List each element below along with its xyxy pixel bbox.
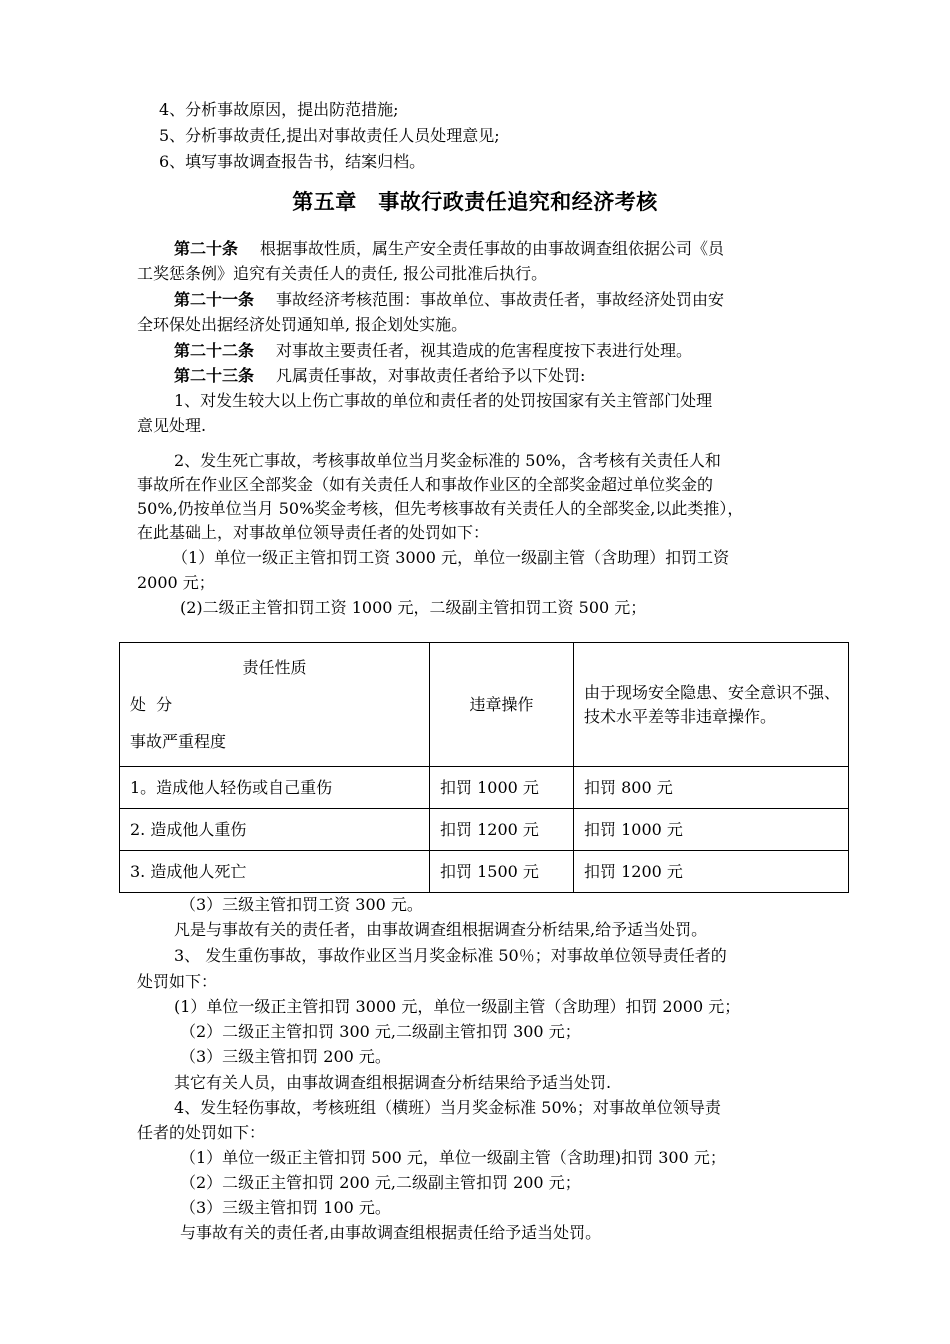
article-21-line1 xyxy=(174,288,724,312)
paragraph-2-line3: 50%,仍按单位当月 50%奖金考核，但先考核事故有关责任人的全部奖金,以此类推）， xyxy=(137,499,744,518)
article-text: 根据事故性质，属生产安全责任事故的由事故调查组依据公司《员 xyxy=(260,239,725,258)
article-text: 对事故主要责任者，视其造成的危害程度按下表进行处理。 xyxy=(276,341,693,360)
header-diagonal-cell xyxy=(120,643,430,767)
row-violation-penalty: 扣罚 1200 元 xyxy=(430,809,574,851)
row-label: 3. 造成他人死亡 xyxy=(120,851,430,893)
article-label: 第二十一条 xyxy=(174,290,255,309)
header-punish: 处 分 xyxy=(130,694,173,714)
text-line: 凡是与事故有关的责任者，由事故调查组根据调查分析结果,给予适当处罚。 xyxy=(174,920,708,939)
article-22-line1 xyxy=(174,339,692,363)
text-line: 与事故有关的责任者,由事故调查组根据责任给予适当处罚。 xyxy=(180,1223,602,1242)
header-violation: 违章操作 xyxy=(430,643,574,767)
text-line: 处罚如下： xyxy=(137,972,218,991)
text-line: （2）二级正主管扣罚 200 元,二级副主管扣罚 200 元； xyxy=(180,1173,581,1192)
article-text: 事故经济考核范围：事故单位、事故责任者，事故经济处罚由安 xyxy=(276,290,725,309)
header-nature: 责任性质 xyxy=(242,657,307,677)
row-label: 1。造成他人轻伤或自己重伤 xyxy=(120,767,430,809)
article-label: 第二十二条 xyxy=(174,341,255,360)
header-severity: 事故严重程度 xyxy=(130,731,227,751)
paragraph-2-line4: 在此基础上，对事故单位领导责任者的处罚如下： xyxy=(137,523,490,542)
text-line: （2）二级正主管扣罚 300 元,二级副主管扣罚 300 元； xyxy=(180,1022,581,1041)
chapter-title: 第五章 事故行政责任追究和经济考核 xyxy=(292,190,658,214)
text-line: (1）单位一级正主管扣罚 3000 元，单位一级副主管（含助理）扣罚 2000 元； xyxy=(174,997,741,1016)
list-item: 6、填写事故调查报告书，结案归档。 xyxy=(159,152,426,171)
paragraph-2-line2: 事故所在作业区全部奖金（如有关责任人和事故作业区的全部奖金超过单位奖金的 xyxy=(137,475,714,494)
text-line: 任者的处罚如下： xyxy=(137,1123,266,1142)
paragraph-2-line1: 2、发生死亡事故，考核事故单位当月奖金标准的 50%，含考核有关责任人和 xyxy=(174,451,721,470)
text-line: （1）单位一级正主管扣罚 500 元，单位一级副主管（含助理)扣罚 300 元； xyxy=(180,1148,726,1167)
row-non-violation-penalty: 扣罚 800 元 xyxy=(574,767,849,809)
paragraph-1-line2: 意见处理. xyxy=(137,416,207,435)
table-row xyxy=(120,851,849,893)
row-non-violation-penalty: 扣罚 1200 元 xyxy=(574,851,849,893)
row-violation-penalty: 扣罚 1000 元 xyxy=(430,767,574,809)
text-line: 其它有关人员，由事故调查组根据调查分析结果给予适当处罚. xyxy=(174,1073,612,1092)
paragraph-2-line5: （1）单位一级正主管扣罚工资 3000 元，单位一级副主管（含助理）扣罚工资 xyxy=(172,548,730,567)
header-non-violation: 由于现场安全隐患、安全意识不强、技术水平差等非违章操作。 xyxy=(574,643,849,767)
table-header-row xyxy=(120,643,849,767)
article-label: 第二十条 xyxy=(174,239,239,258)
article-20-line1 xyxy=(174,237,724,261)
paragraph-2-line7: (2)二级正主管扣罚工资 1000 元，二级副主管扣罚工资 500 元； xyxy=(180,598,647,617)
text-line: 3、 发生重伤事故，事故作业区当月奖金标准 50％；对事故单位领导责任者的 xyxy=(174,946,727,965)
article-21-line2: 全环保处出据经济处罚通知单, 报企划处实施。 xyxy=(137,315,468,334)
text-line: 4、发生轻伤事故，考核班组（横班）当月奖金标准 50%；对事故单位领导责 xyxy=(174,1098,721,1117)
article-23-line1 xyxy=(174,364,585,388)
paragraph-2-line6: 2000 元； xyxy=(137,573,215,592)
text-line: （3）三级主管扣罚 100 元。 xyxy=(180,1198,391,1217)
list-item: 4、分析事故原因，提出防范措施; xyxy=(159,100,399,119)
row-non-violation-penalty: 扣罚 1000 元 xyxy=(574,809,849,851)
paragraph-1-line1: 1、对发生较大以上伤亡事故的单位和责任者的处罚按国家有关主管部门处理 xyxy=(174,391,713,410)
text-line: （3）三级主管扣罚工资 300 元。 xyxy=(180,895,423,914)
article-20-line2: 工奖惩条例》追究有关责任人的责任, 报公司批准后执行。 xyxy=(137,264,548,283)
penalty-table xyxy=(119,642,849,893)
row-violation-penalty: 扣罚 1500 元 xyxy=(430,851,574,893)
text-line: （3）三级主管扣罚 200 元。 xyxy=(180,1047,391,1066)
table-row xyxy=(120,809,849,851)
list-item: 5、分析事故责任,提出对事故责任人员处理意见; xyxy=(159,126,500,145)
article-label: 第二十三条 xyxy=(174,366,255,385)
row-label: 2. 造成他人重伤 xyxy=(120,809,430,851)
article-text: 凡属责任事故，对事故责任者给予以下处罚: xyxy=(276,366,586,385)
table-row xyxy=(120,767,849,809)
